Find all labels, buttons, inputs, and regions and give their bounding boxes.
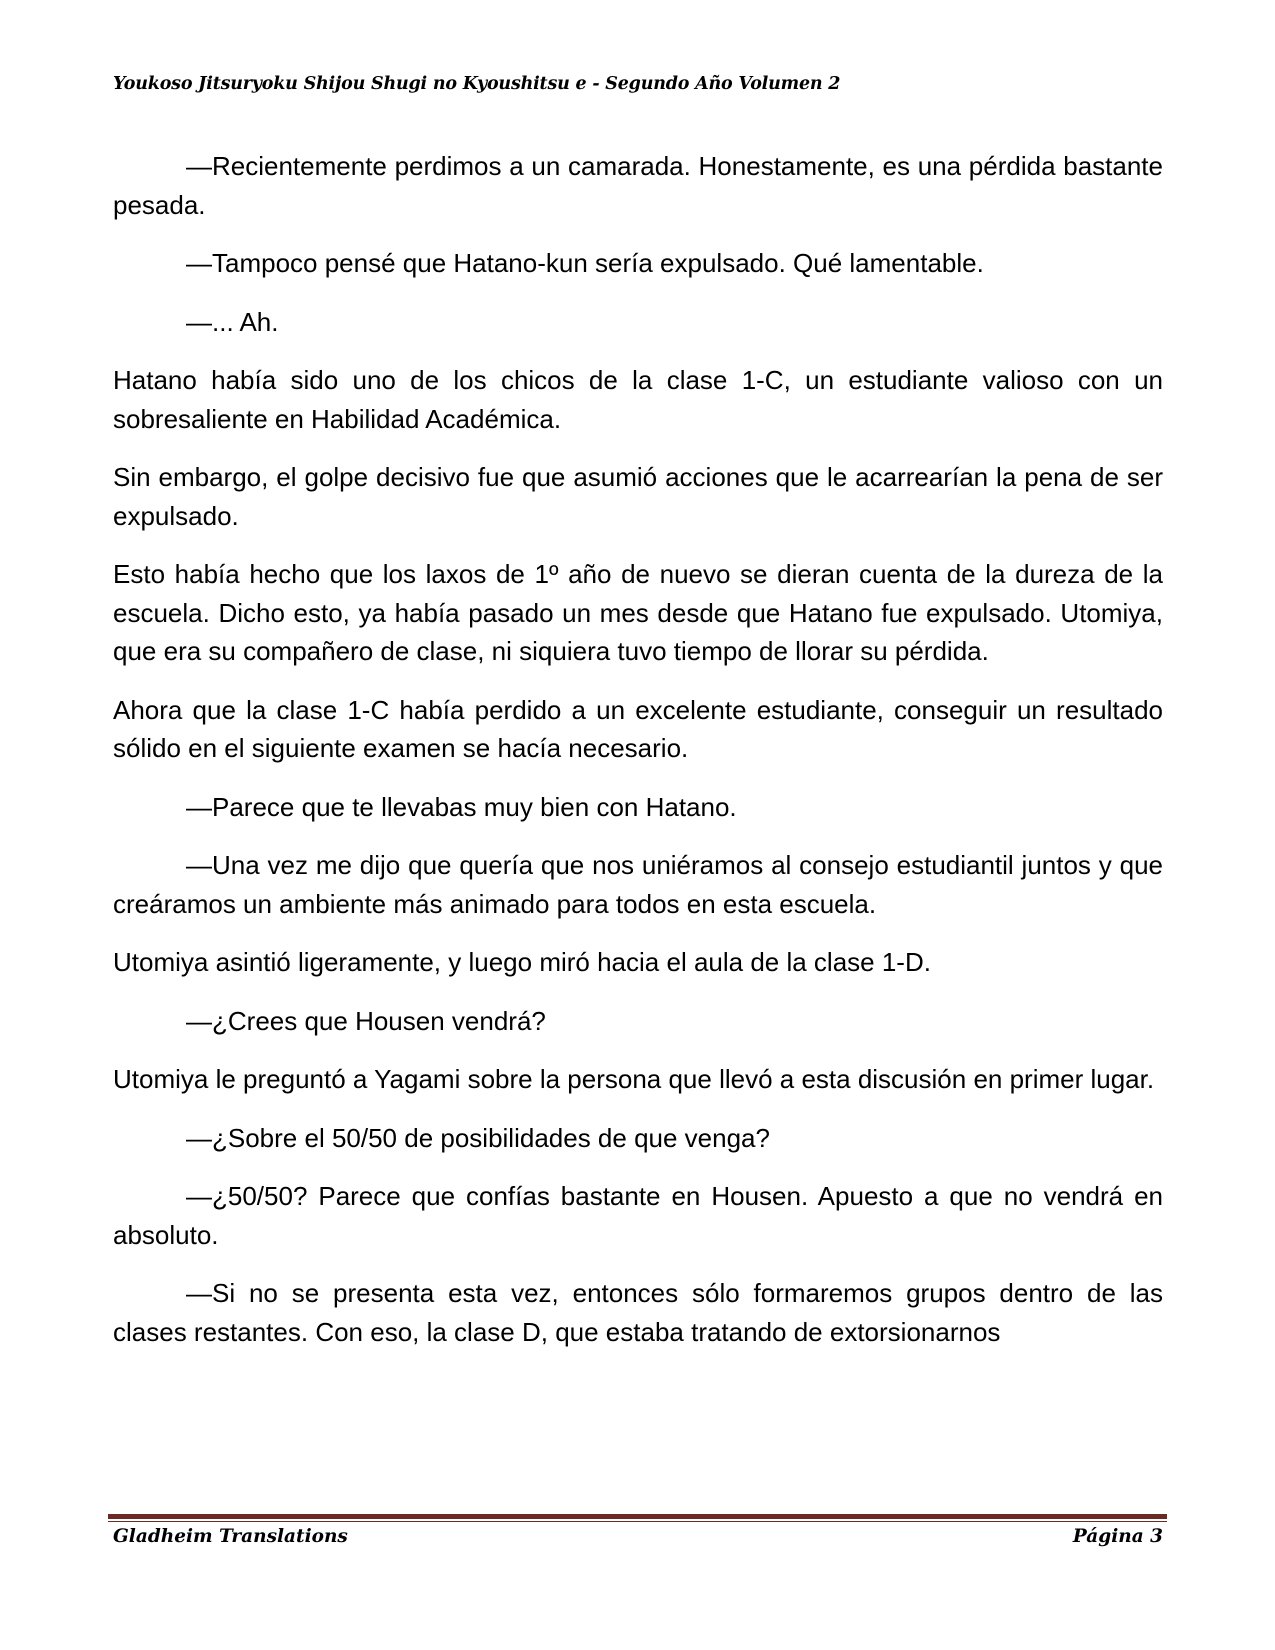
paragraph-dialog: —Recientemente perdimos a un camarada. Honestamente, es una pérdida bastante pesada. (113, 151, 1163, 220)
paragraph-dialog: —Tampoco pensé que Hatano-kun sería expulsado. Qué lamentable. (186, 248, 984, 278)
footer-translator-credit: Gladheim Translations (113, 1526, 348, 1547)
footer-page-number: Página 3 (1072, 1526, 1163, 1547)
paragraph-narration: Ahora que la clase 1-C había perdido a un excelente estudiante, conseguir un resultado sólido en el siguiente examen se hacía necesario. (113, 694, 1163, 763)
paragraph-narration: Hatano había sido uno de los chicos de la clase 1-C, un estudiante valioso con un sobresaliente en Habilidad Académica. (113, 365, 1163, 434)
paragraph-narration: Utomiya le preguntó a Yagami sobre la persona que llevó a esta discusión en primer lugar. (113, 1064, 1155, 1094)
paragraph-narration: Sin embargo, el golpe decisivo fue que asumió acciones que le acarrearían la pena de ser expulsado. (113, 462, 1163, 531)
paragraph-narration: Esto había hecho que los laxos de 1º año de nuevo se dieran cuenta de la dureza de la escuela. Dicho esto, ya había pasado un mes desde que Hatano fue expulsado. Utomiya, que era su compañero de clase, ni siquiera tuvo tiempo de llorar su pérdida. (113, 559, 1163, 666)
paragraph-dialog: —¿Sobre el 50/50 de posibilidades de que venga? (186, 1122, 770, 1153)
page-header-title: Youkoso Jitsuryoku Shijou Shugi no Kyoushitsu e - Segundo Año Volumen 2 (113, 74, 841, 94)
footer-divider-thin (108, 1521, 1167, 1522)
paragraph-dialog: —¿50/50? Parece que confías bastante en Housen. Apuesto a que no vendrá en absoluto. (113, 1181, 1163, 1250)
paragraph-dialog: —¿Crees que Housen vendrá? (186, 1005, 546, 1036)
paragraph-dialog: —... Ah. (186, 306, 279, 337)
footer-divider (108, 1514, 1167, 1519)
paragraph-dialog: —Parece que te llevabas muy bien con Hatano. (186, 791, 737, 822)
paragraph-dialog: —Una vez me dijo que quería que nos uniéramos al consejo estudiantil juntos y que creáramos un ambiente más animado para todos en esta escuela. (113, 850, 1163, 919)
page-body (113, 147, 1163, 1371)
paragraph-narration: Utomiya asintió ligeramente, y luego miró hacia el aula de la clase 1-D. (113, 947, 931, 977)
page-footer (113, 1526, 1163, 1547)
paragraph-dialog: —Si no se presenta esta vez, entonces sólo formaremos grupos dentro de las clases restantes. Con eso, la clase D, que estaba tratando de extorsionarnos (113, 1278, 1163, 1347)
